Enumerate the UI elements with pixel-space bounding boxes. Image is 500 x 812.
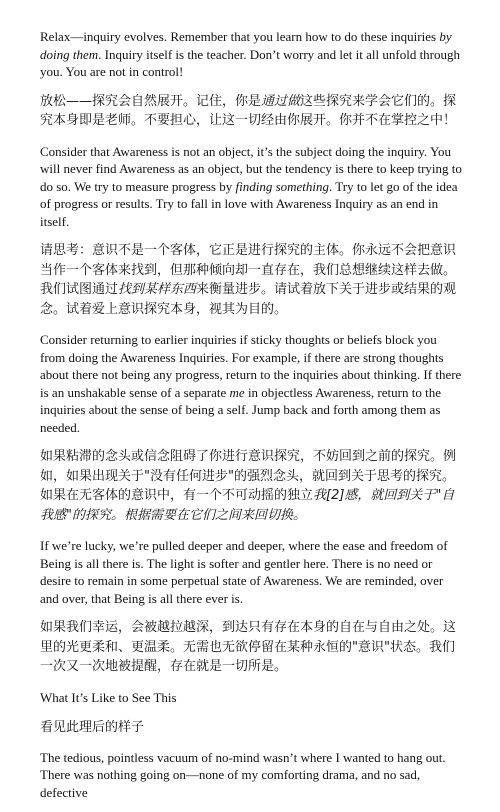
text-run: 来衡量进步。请试着放下关于进步或结果的观念。试着爱上意识探究本身，视其为目的。 xyxy=(40,282,457,317)
paragraph-en-awareness-subject xyxy=(40,143,462,231)
text-run: 请思考：意识不是一个客体，它正是进行探究的主体。你永远不会把意识当作一个客体来找到，但那种倾向却一直存在，我们总想继续这样去做。我们试图通过 xyxy=(40,243,457,297)
paragraph-zh-awareness-subject xyxy=(40,241,462,319)
text-run: . Inquiry itself is the teacher. Don’t worry and let it all unfold through you. You are not in control! xyxy=(40,46,461,79)
section-heading-en: What It’s Like to See This xyxy=(40,689,177,705)
text-run: Relax—inquiry evolves. Remember that you learn how to do these inquiries xyxy=(40,29,440,44)
text-run: 如果粘滞的念头或信念阻碍了你进行意识探究，不妨回到之前的探究。例如，如果出现关于"没有任何进步"的强烈念头，就回到关于思考的探究。如果在无客体的意识中，有一个不可动摇的独立 xyxy=(40,449,457,503)
document-page xyxy=(40,28,462,812)
italic-run: 通过做 xyxy=(261,93,301,109)
italic-run: me xyxy=(229,384,245,400)
paragraph-zh-lucky: 如果我们幸运，会被越拉越深，到达只有存在本身的自在与自由之处。这里的光更柔和、更温柔。无需也无欲停留在某种永恒的"意识"状态。我们一次又一次地被提醒，存在就是一切所是。 xyxy=(40,620,457,674)
text-run: 这些探究来学会它们的。探究本身即是老师。不要担心，让这一切经由你展开。你并不在掌控之中！ xyxy=(40,93,457,128)
paragraph-zh-relax xyxy=(40,92,462,131)
text-run: in objectless Awareness, return to the inquiries about the sense of being a self. Jump back and forth among them as needed. xyxy=(40,384,441,435)
text-run: . Try to let go of the idea of progress or results. Try to fall in love with Awareness Inquiry as an end in itself. xyxy=(40,178,458,229)
italic-run: 我[2]感，就回到关于"自我感"的探究。根据需要在它们之间来回切换。 xyxy=(40,488,455,523)
paragraph-en-vacuum: The tedious, pointless vacuum of no-mind wasn’t where I wanted to hang out. There was nothing going on—none of my comforting drama, and no sad, defective xyxy=(40,749,446,800)
paragraph-en-returning xyxy=(40,331,462,436)
italic-run: by doing them xyxy=(40,29,452,62)
paragraph-zh-returning xyxy=(40,447,462,525)
italic-run: 找到某样东西 xyxy=(118,282,197,297)
section-heading-zh: 看见此理后的样子 xyxy=(40,719,145,735)
italic-run: finding something xyxy=(235,178,330,194)
paragraph-en-relax xyxy=(40,28,462,81)
text-run: 放松——探究会自然展开。记住，你是 xyxy=(40,93,262,109)
text-run: Consider returning to earlier inquiries if sticky thoughts or beliefs block you from doing the Awareness Inquiries. For example, if there are strong thoughts about there not being any progress, return to the inquiries about thinking. If there is an unshakable sense of a separate xyxy=(40,332,462,400)
paragraph-en-lucky: If we’re lucky, we’re pulled deeper and deeper, where the ease and freedom of Being is all there is. The light is softer and gentler here. There is no need or desire to remain in some perpetual state of Awareness. We are reminded, over and over, that Being is all there ever is. xyxy=(40,538,448,606)
text-run: Consider that Awareness is not an object, it’s the subject doing the inquiry. You will never find Awareness as an object, but the tendency is there to keep trying to do so. We try to measure progress by xyxy=(40,143,462,194)
